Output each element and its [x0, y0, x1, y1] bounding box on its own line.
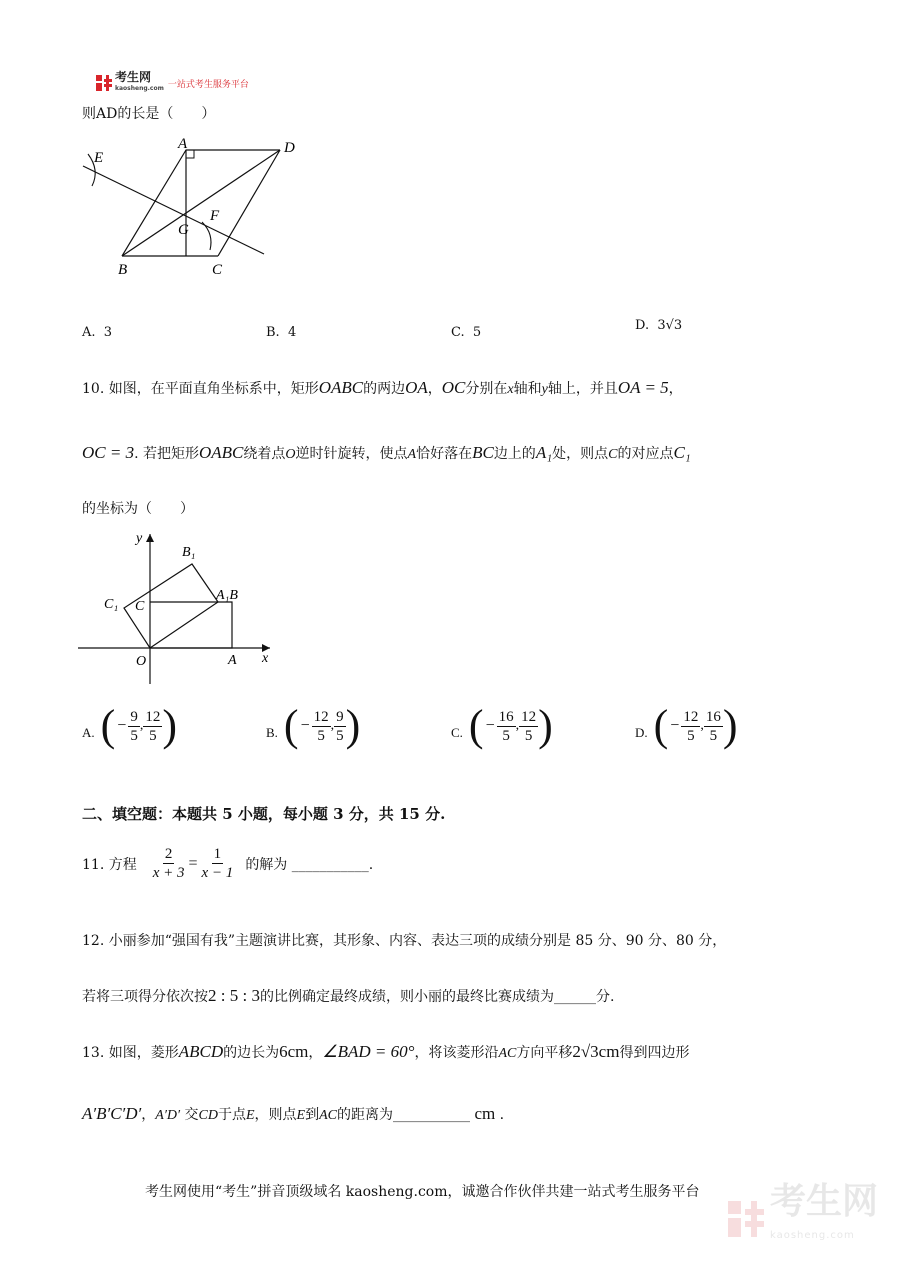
kaosheng-logo-icon [96, 75, 112, 91]
q10-option-d[interactable]: D. ( − $\frac{12}{5}$ , $\frac{16}{5}$ ) [635, 701, 738, 750]
label-f: F [210, 208, 220, 224]
label-b1: B₁ [182, 545, 196, 560]
q9-option-a[interactable]: A. 3 [82, 325, 113, 340]
watermark-text: 考生网 kaosheng.com [769, 1181, 878, 1241]
q9-option-c[interactable]: C. 5 [451, 325, 482, 340]
rectangle-oabc [150, 602, 232, 648]
q12-line2: 若将三项得分依次按2 : 5 : 3的比例确定最终成绩，则小丽的最终比赛成绩为______分. [82, 986, 615, 1005]
q10-option-b[interactable]: B. ( − $\frac{12}{5}$ , $\frac{9}{5}$ ) [266, 701, 361, 750]
q13-line1: 13. 如图，菱形ABCD的边长为6cm，∠BAD = 60°，将该菱形沿AC方向平移2√3cm得到四边形 [82, 1042, 690, 1061]
label-y: y [136, 531, 143, 546]
section-heading: 二、填空题：本题共 5 小题，每小题 3 分，共 15 分. [82, 805, 446, 823]
q9-option-d[interactable]: D. 3√3 [635, 318, 683, 333]
q12-line1: 12. 小丽参加“强国有我”主题演讲比赛，其形象、内容、表达三项的成绩分别是 85 分、90 分、80 分， [82, 933, 727, 949]
label-o: O [136, 654, 147, 669]
q10-option-a[interactable]: A. ( − $\frac{9}{5}$ , $\frac{12}{5}$ ) [82, 701, 177, 750]
watermark-logo-icon [728, 1201, 764, 1237]
label-a: A [228, 653, 237, 668]
q10-option-c[interactable]: C. ( − $\frac{16}{5}$ , $\frac{12}{5}$ ) [451, 701, 553, 750]
label-b: B [118, 262, 128, 278]
q9-option-b[interactable]: B. 4 [266, 325, 297, 340]
page-footer: 考生网使用“考生”拼音顶级域名 kaosheng.com，诚邀合作伙伴共建一站式考生服务平台 [145, 1184, 700, 1200]
q11: 11. 方程 $\frac{2}{x + 3}$ = $\frac{1}{x - 1}$ 的解为 ___________. [82, 846, 374, 881]
q10-coordinate-figure [78, 528, 278, 688]
q9-rhombus-figure [78, 130, 318, 280]
q10-line2: OC = 3. 若把矩形OABC绕着点O逆时针旋转，使点A恰好落在BC边上的A₁处，则点C的对应点C₁ [82, 443, 691, 462]
brand-name: 考生网 kaosheng.com [115, 70, 164, 92]
q10-line1: 10. 如图，在平面直角坐标系中，矩形OABC的两边OA，OC分别在x轴和y轴上，并且OA = 5， [82, 378, 683, 397]
label-a: A [178, 136, 188, 152]
label-c1: C₁ [104, 597, 119, 612]
q13-line2: A′B′C′D′，A′D′ 交CD于点E，则点E到AC的距离为___________ cm . [82, 1104, 505, 1123]
label-x: x [262, 651, 269, 666]
label-c: C [212, 262, 223, 278]
watermark [728, 1181, 878, 1253]
site-header [96, 72, 249, 94]
q9-stem: 则AD的长是（ ） [82, 106, 216, 122]
label-e: E [94, 150, 104, 166]
diagonal-bd [122, 150, 280, 256]
label-a1b: A₁B [216, 588, 238, 603]
brand-slogan: 一站式考生服务平台 [167, 79, 249, 90]
q10-line3: 的坐标为（ ） [82, 501, 194, 517]
label-g: G [178, 222, 189, 238]
label-c: C [135, 599, 145, 614]
label-d: D [284, 140, 295, 156]
